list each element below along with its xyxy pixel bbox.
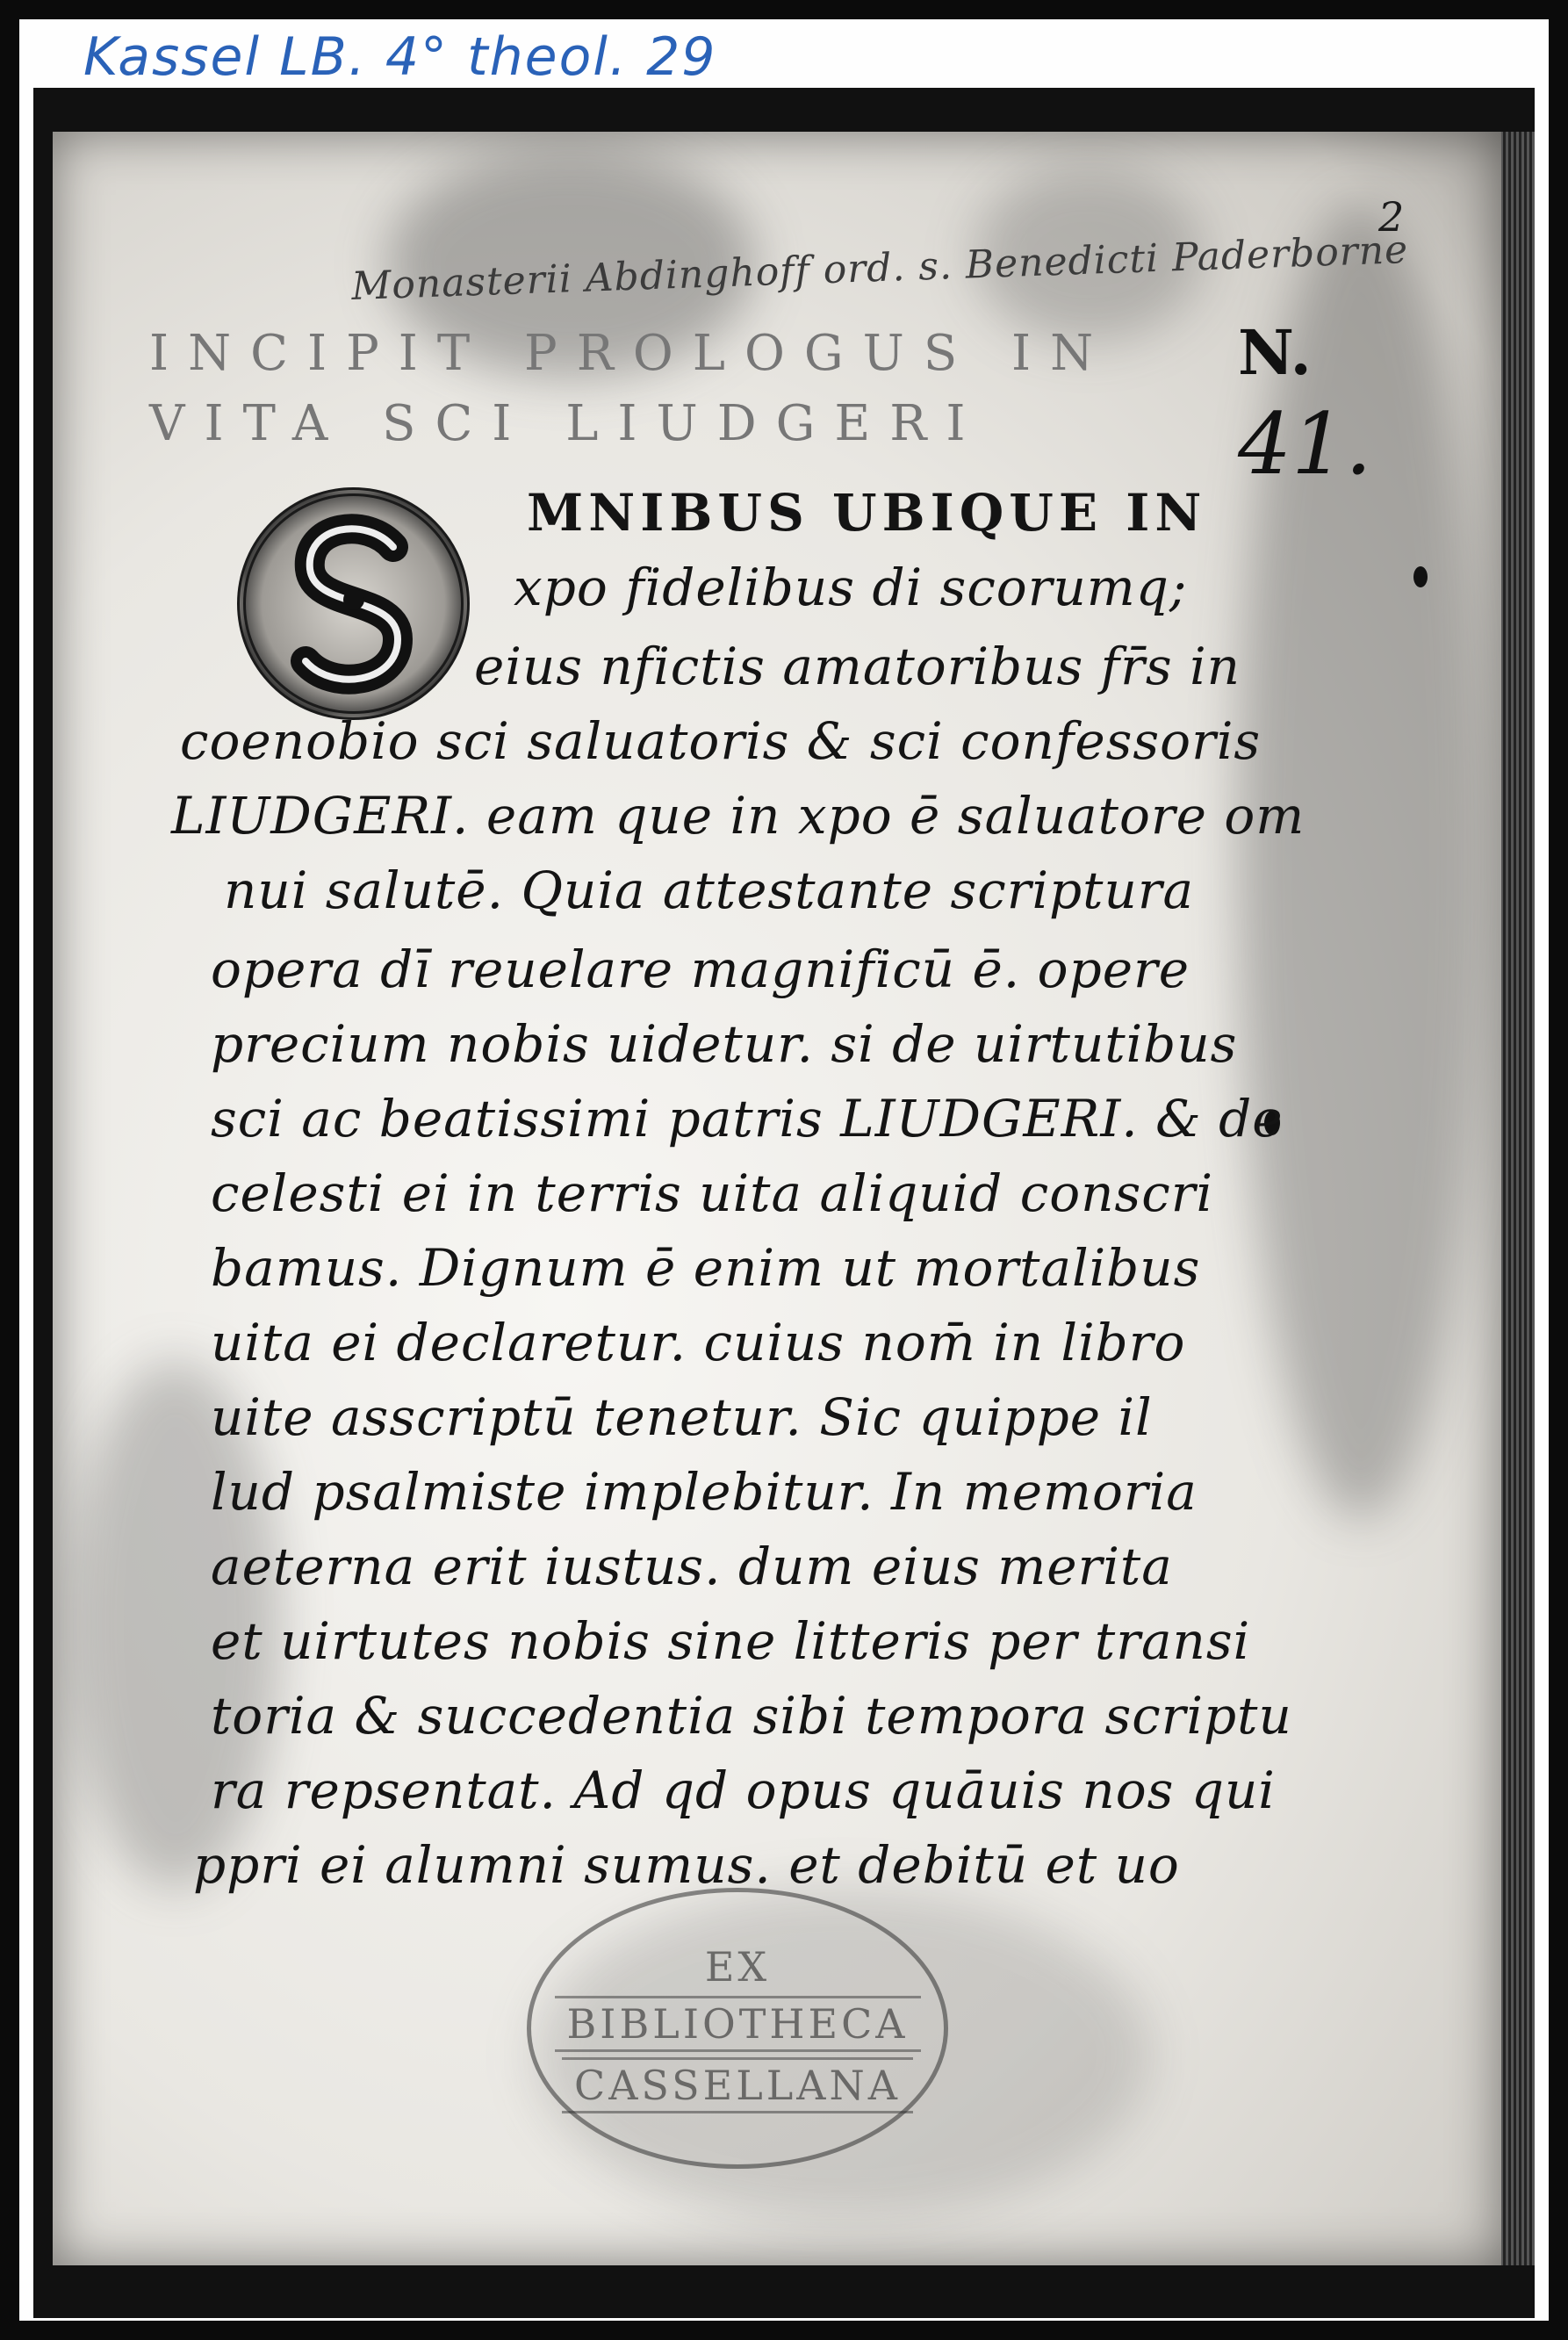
text-line: sci ac beatissimi patris LIUDGERI. & de [211, 1089, 1284, 1148]
text-line: bamus. Dignum ē enim ut mortalibus [211, 1238, 1201, 1298]
library-stamp [527, 1888, 948, 2169]
text-line: nui salutē. Quia attestante scriptura [224, 860, 1195, 920]
text-line: et uirtutes nobis sine litteris per transi [211, 1611, 1251, 1671]
ownership-note: Monasterii Abdinghoff ord. s. Benedicti Paderborne [350, 227, 1409, 310]
text-line: eius nfictis amatoribus fr̄s in [474, 637, 1241, 696]
text-line: coenobio sci saluatoris & sci confessoris [180, 711, 1262, 771]
stamp-line: BIBLIOTHECA [555, 1996, 921, 2052]
text-line: toria & succedentia sibi tempora scriptu [211, 1686, 1292, 1746]
inventory-label: N. [1238, 316, 1312, 389]
stamp-line: EX [704, 1943, 771, 1991]
text-line: aeterna erit iustus. dum eius merita [211, 1537, 1173, 1596]
rubric-line: VITA SCI LIUDGERI [149, 395, 985, 452]
folio-number: 2 [1378, 193, 1405, 241]
text-line: celesti ei in terris uita aliquid conscri [211, 1163, 1214, 1223]
inventory-number: 41. [1238, 395, 1372, 493]
text-line: ppri ei alumni sumus. et debitū et uo [193, 1835, 1180, 1895]
book-edge [1498, 132, 1535, 2265]
text-line: LIUDGERI. eam que in xpo ē saluatore om [171, 786, 1305, 846]
stamp-line: CASSELLANA [562, 2057, 913, 2113]
manuscript-page [53, 132, 1501, 2265]
text-line: opera dī reuelare magnificū ē. opere [211, 940, 1190, 999]
rubric-line: INCIPIT PROLOGUS IN [149, 325, 1113, 382]
text-line: uite asscriptū tenetur. Sic quippe il [211, 1387, 1153, 1447]
text-line: xpo fidelibus di scorumq; [514, 558, 1188, 617]
text-line: lud psalmiste implebitur. In memoria [211, 1462, 1198, 1522]
text-line: uita ei declaretur. cuius nom̄ in libro [211, 1313, 1186, 1372]
shelfmark-annotation: Kassel LB. 4° theol. 29 [83, 26, 717, 88]
text-line: ra repsentat. Ad qd opus quāuis nos qui [211, 1760, 1276, 1820]
text-line: precium nobis uidetur. si de uirtutibus [211, 1014, 1238, 1074]
text-line: MNIBUS UBIQUE IN [527, 483, 1207, 543]
